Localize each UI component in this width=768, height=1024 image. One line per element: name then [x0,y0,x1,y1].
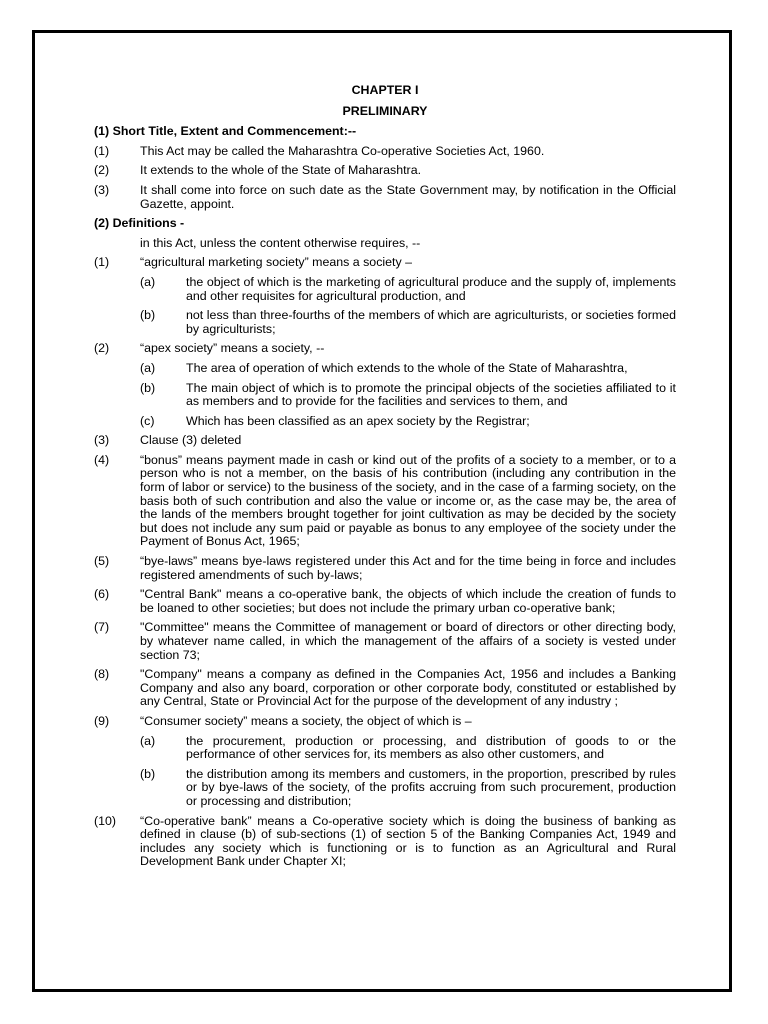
clause-text: It shall come into force on such date as the State Government may, by notification in the Official Gazette, appoint. [140,182,676,211]
definition-number: (3) [94,433,110,448]
definition-number: (9) [94,713,110,728]
definition-text: “bonus” means payment made in cash or kind out of the profits of a society to a member, or to a person who is not a member, on the basis of his contribution (including any contribution in the form of labor or service) to the business of the society, and in the case of a farming society, on the basis both of such contribution and also the value or income or, as the case may be, the area of the lands of the members brought together for joint cultivation as may be decided by the society but does not include any sum paid or payable as bonus to any employee of the society under the Payment of Bonus Act, 1965; [140,452,676,549]
definition [94,715,676,729]
clause-text: It extends to the whole of the State of Maharashtra. [140,163,422,178]
chapter-title: CHAPTER I [351,83,419,97]
sub-clause-text: not less than three-fourths of the members of which are agriculturists, or societies formed by agriculturists; [186,308,676,336]
section-heading-short-title: (1) Short Title, Extent and Commencement:-- [94,124,357,139]
part-title: PRELIMINARY [342,103,428,118]
definition [94,342,676,356]
sub-clause-text: The main object of which is to promote the principal objects of the societies affiliated to it as members and to provide for the facilities and services to them, and [186,380,676,409]
definition-number: (8) [94,667,110,682]
definition-text: “bye-laws” means bye-laws registered under this Act and for the time being in force and includes registered amendments of such by-laws; [140,554,676,582]
clause [94,164,676,178]
sub-clause-letter: (a) [140,274,156,289]
definition-number: (6) [94,587,110,602]
definition-text: "Company" means a company as defined in the Companies Act, 1956 and includes a Banking Company and also any board, corporation or other corporate body, constituted or established by any Central, State or Provincial Act for the purpose of the development of any industry ; [140,667,676,709]
sub-clause-letter: (b) [140,766,156,781]
definitions-intro: in this Act, unless the content otherwise requires, -- [140,235,421,250]
clause [94,184,676,211]
definition-number: (10) [94,813,117,828]
clause-text: This Act may be called the Maharashtra Co-operative Societies Act, 1960. [140,143,545,158]
definition [94,588,676,615]
definition-text: “Consumer society” means a society, the object of which is – [140,713,472,728]
definition [94,434,676,448]
definition-number: (1) [94,255,110,270]
clause [94,145,676,159]
definition-text: Clause (3) deleted [140,433,242,448]
sub-clause-letter: (b) [140,308,156,323]
sub-clause-letter: (c) [140,413,155,428]
sub-clause [140,768,676,809]
definition-number: (4) [94,452,110,467]
definition [94,668,676,709]
definition-number: (7) [94,620,110,635]
sub-clause [140,309,676,336]
clause-number: (3) [94,182,110,197]
definition-text: "Committee" means the Committee of management or board of directors or other directing body, by whatever name called, in which the management of the affairs of a society is vested under section 73; [140,620,676,662]
sub-clause-text: the distribution among its members and customers, in the proportion, prescribed by rules or by bye-laws of the society, of the profits accruing from such procurement, production or processing and distribution; [186,766,676,808]
sub-clause-letter: (a) [140,733,156,748]
definition [94,555,676,582]
definition-text: “Co-operative bank” means a Co-operative society which is doing the business of banking as defined in clause (b) of sub-sections (1) of section 5 of the Banking Companies Act, 1949 and includes any society which is functioning or is to function as an Agricultural and Rural Development Bank under Chapter XI; [140,813,676,869]
sub-clause-letter: (b) [140,380,156,395]
section-heading-definitions: (2) Definitions - [94,216,185,231]
sub-clause-text: the procurement, production or processing, and distribution of goods to or the performance of other services for, its members as also other customers, and [186,733,676,762]
sub-clause [140,276,676,303]
sub-clause [140,362,676,376]
definition [94,621,676,662]
definition-number: (2) [94,341,110,356]
sub-clause-text: the object of which is the marketing of agricultural produce and the supply of, implements and other requisites for agricultural production, and [186,274,676,303]
definition [94,454,676,549]
clause-number: (1) [94,143,110,158]
clause-number: (2) [94,163,110,178]
sub-clause-text: The area of operation of which extends to the whole of the State of Maharashtra, [186,360,628,375]
document-page [94,84,676,875]
definition-text: "Central Bank" means a co-operative bank, the objects of which include the creation of funds to be loaned to other societies; but does not include the primary urban co-operative bank; [140,587,676,615]
sub-clause [140,415,676,429]
sub-clause-letter: (a) [140,360,156,375]
sub-clause-text: Which has been classified as an apex society by the Registrar; [186,413,530,428]
definition [94,815,676,869]
sub-clause [140,382,676,409]
definition-text: “agricultural marketing society” means a society – [140,255,413,270]
definition [94,256,676,270]
definition-number: (5) [94,554,110,569]
sub-clause [140,735,676,762]
definition-text: “apex society” means a society, -- [140,341,325,356]
